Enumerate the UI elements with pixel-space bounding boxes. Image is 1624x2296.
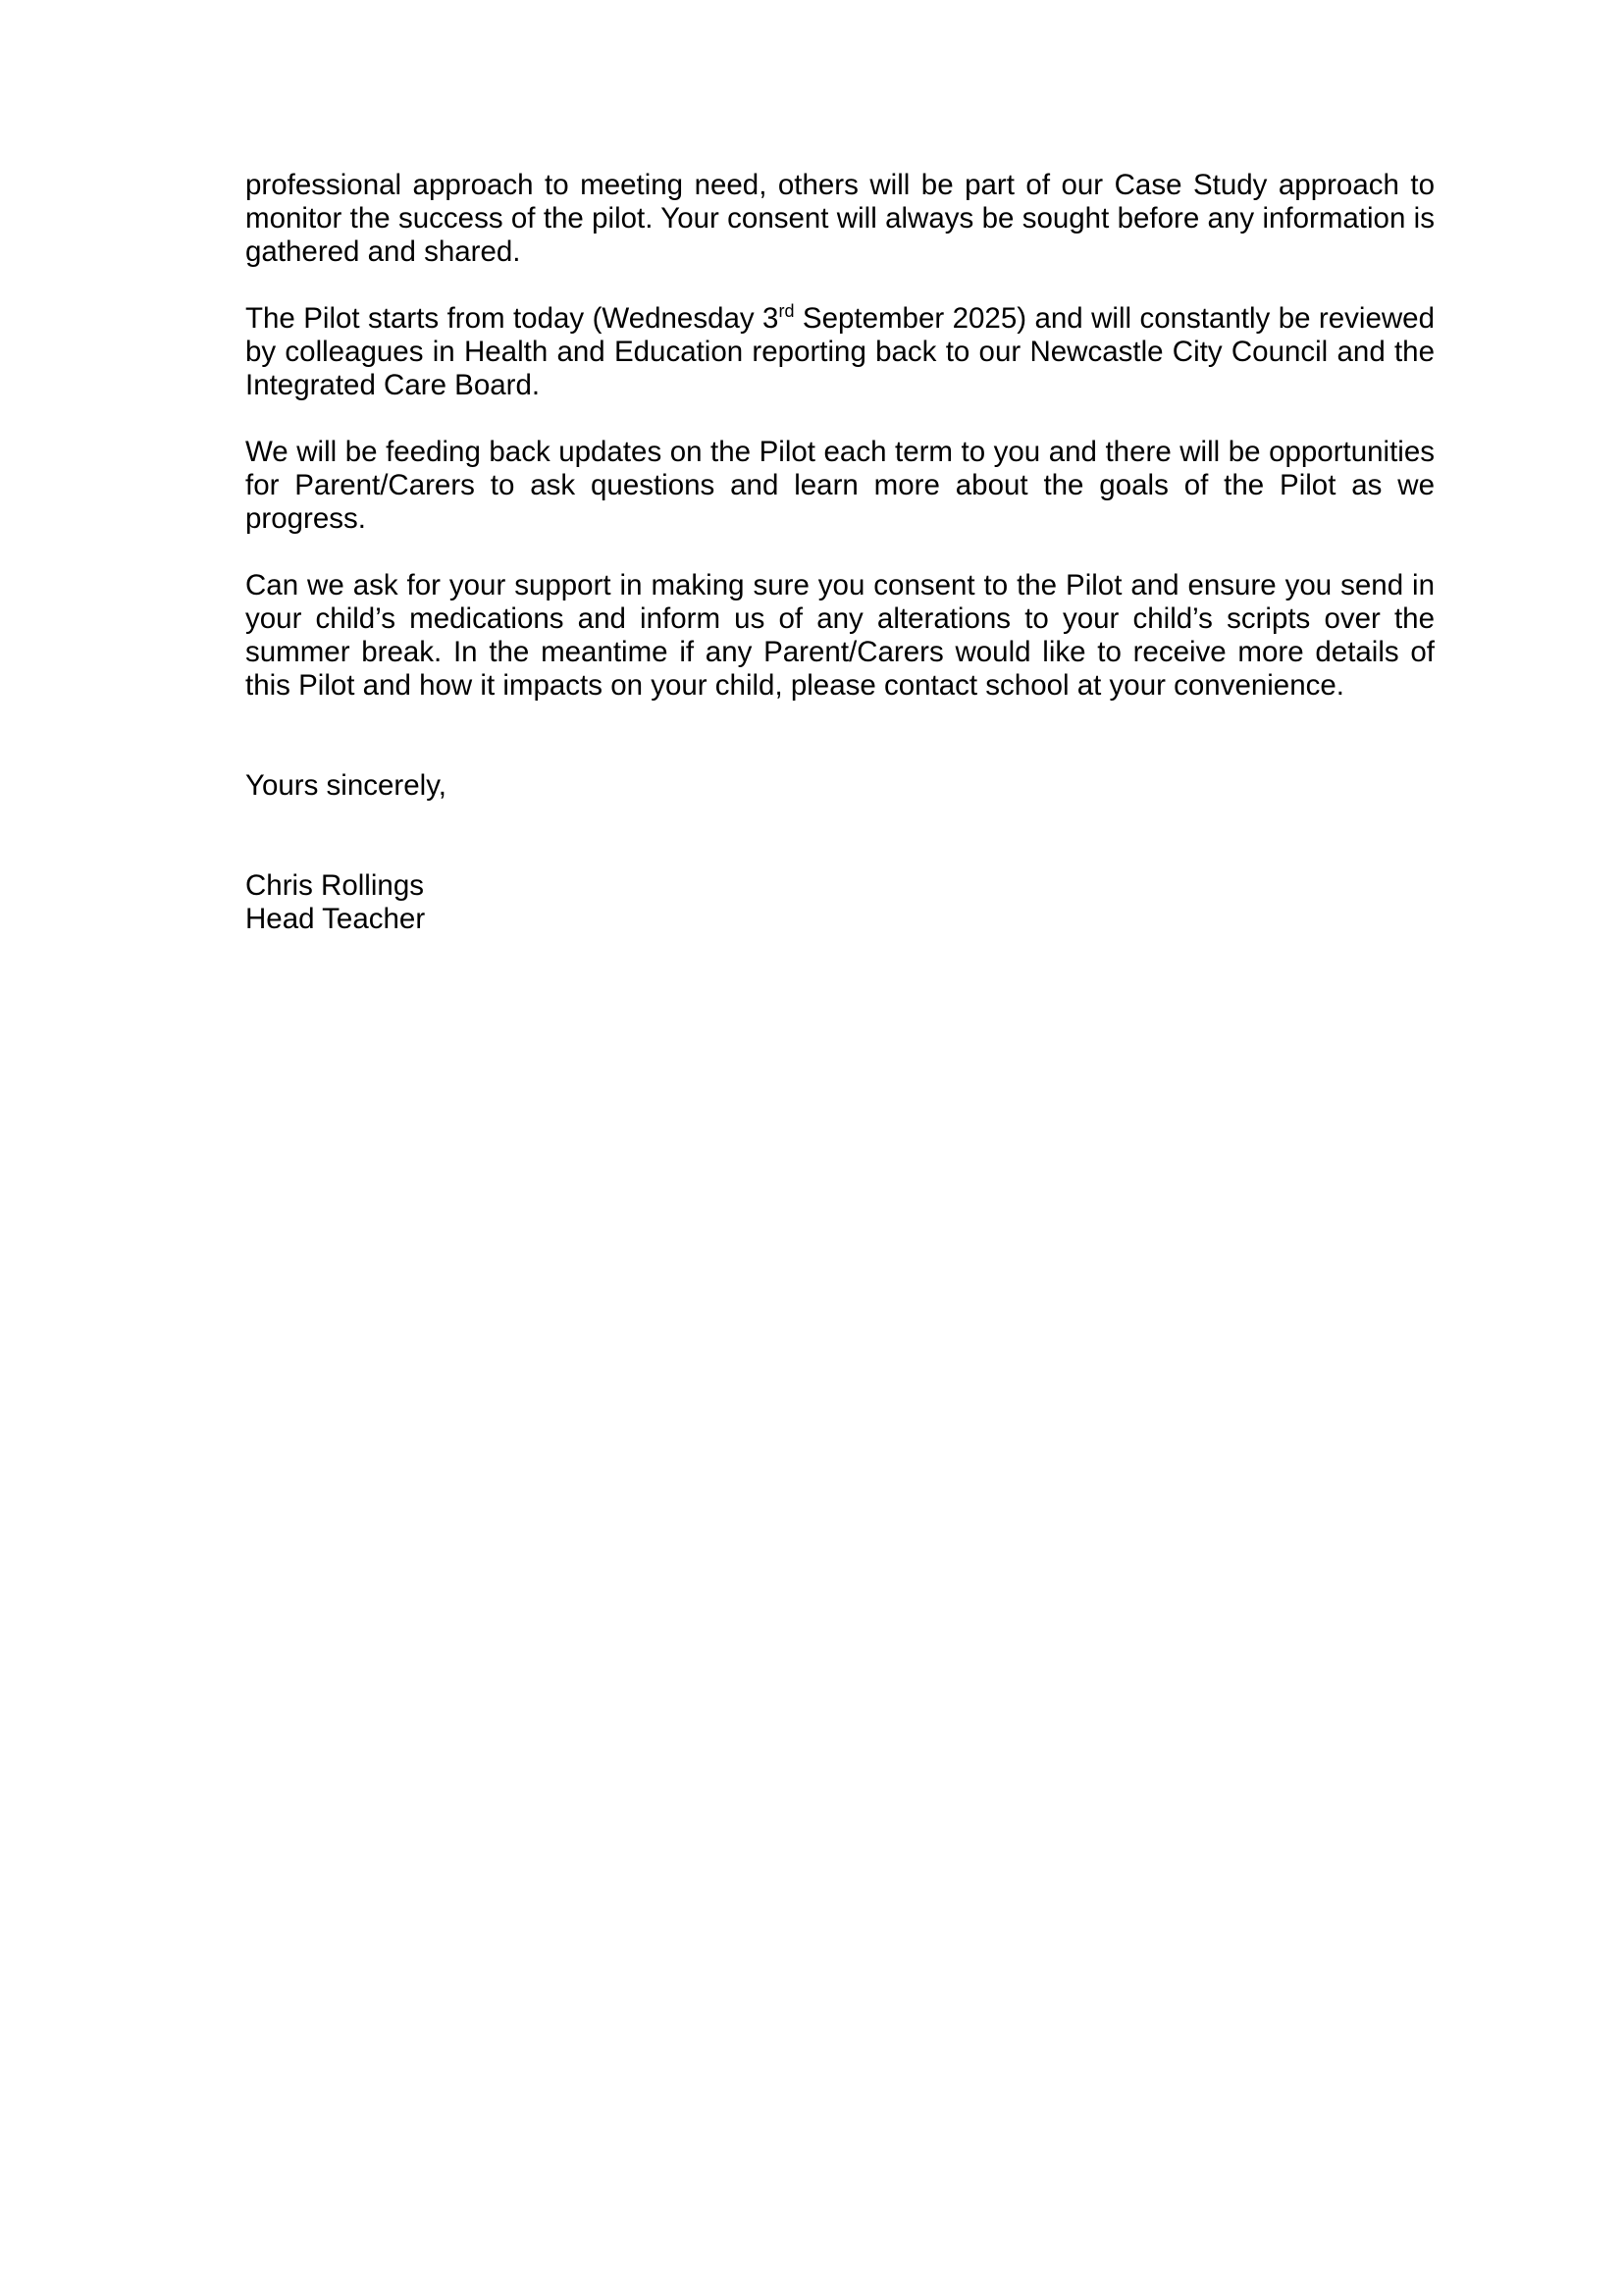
signature-block — [245, 869, 1435, 936]
letter-body — [245, 169, 1435, 936]
signatory-title: Head Teacher — [245, 903, 426, 935]
paragraph-consent: professional approach to meeting need, others will be part of our Case Study approach to monitor the success of the pilot. Your consent will always be sought before any information is gathered and shared. — [245, 169, 1435, 268]
date-ordinal-suffix: rd — [778, 301, 795, 321]
pilot-start-text-cont: September 2025) and will constantly be reviewed by colleagues in Health and Education reporting back to our Newcastle City Council and the Integrated Care Board. — [245, 302, 1435, 401]
paragraph-updates: We will be feeding back updates on the Pilot each term to you and there will be opportunities for Parent/Carers to ask questions and learn more about the goals of the Pilot as we progress. — [245, 436, 1435, 535]
signatory-name: Chris Rollings — [245, 869, 424, 902]
closing-salutation: Yours sincerely, — [245, 769, 446, 802]
pilot-start-text: The Pilot starts from today (Wednesday 3 — [245, 302, 779, 335]
paragraph-pilot-start — [245, 302, 1435, 402]
paragraph-support-request: Can we ask for your support in making sure you consent to the Pilot and ensure you send in your child’s medications and inform us of any alterations to your child’s scripts over the summer break. In the meantime if any Parent/Carers would like to receive more details of this Pilot and how it impacts on your child, please contact school at your convenience. — [245, 569, 1435, 702]
